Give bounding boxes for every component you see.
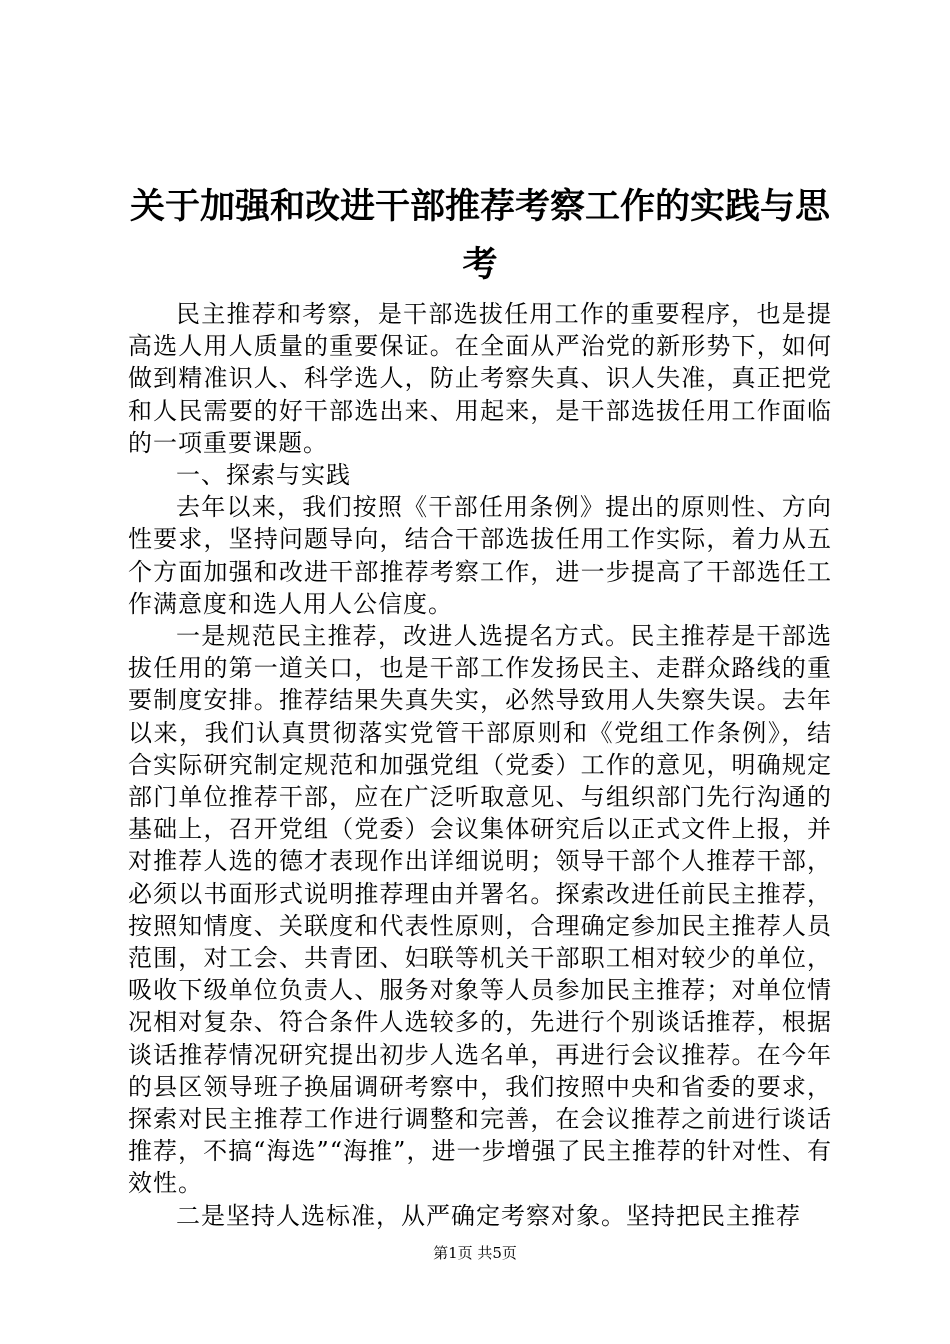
paragraph-overview: 去年以来，我们按照《干部任用条例》提出的原则性、方向性要求，坚持问题导向，结合干部选拔任用工作实际，着力从五个方面加强和改进干部推荐考察工作，进一步提高了干部选任工作满意度和选人用人公信度。 [128, 493, 832, 618]
section-heading-exploration: 一、探索与实践 [176, 461, 351, 490]
paragraph-intro: 民主推荐和考察，是干部选拔任用工作的重要程序，也是提高选人用人质量的重要保证。在全面从严治党的新形势下，如何做到精准识人、科学选人，防止考察失真、识人失准，真正把党和人民需要的好干部选出来、用起来，是干部选拔任用工作面临的一项重要课题。 [128, 300, 832, 457]
document-title: 关于加强和改进干部推荐考察工作的实践与思考 [129, 187, 830, 285]
paragraph-point-two: 二是坚持人选标准，从严确定考察对象。坚持把民主推荐 [176, 1201, 801, 1230]
page-footer: 第1页 共5页 [433, 1244, 517, 1262]
paragraph-point-one: 一是规范民主推荐，改进人选提名方式。民主推荐是干部选拔任用的第一道关口，也是干部工作发扬民主、走群众路线的重要制度安排。推荐结果失真失实，必然导致用人失察失误。去年以来，我们认真贯彻落实党管干部原则和《党组工作条例》，结合实际研究制定规范和加强党组（党委）工作的意见，明确规定部门单位推荐干部，应在广泛听取意见、与组织部门先行沟通的基础上，召开党组（党委）会议集体研究后以正式文件上报，并对推荐人选的德才表现作出详细说明；领导干部个人推荐干部，必须以书面形式说明推荐理由并署名。探索改进任前民主推荐，按照知情度、关联度和代表性原则，合理确定参加民主推荐人员范围，对工会、共青团、妇联等机关干部职工相对较少的单位，吸收下级单位负责人、服务对象等人员参加民主推荐；对单位情况相对复杂、符合条件人选较多的，先进行个别谈话推荐，根据谈话推荐情况研究提出初步人选名单，再进行会议推荐。在今年的县区领导班子换届调研考察中，我们按照中央和省委的要求，探索对民主推荐工作进行调整和完善，在会议推荐之前进行谈话推荐，不搞“海选”“海推”，进一步增强了民主推荐的针对性、有效性。 [128, 622, 832, 1198]
document-body [128, 298, 832, 1232]
document-page [128, 178, 832, 1232]
